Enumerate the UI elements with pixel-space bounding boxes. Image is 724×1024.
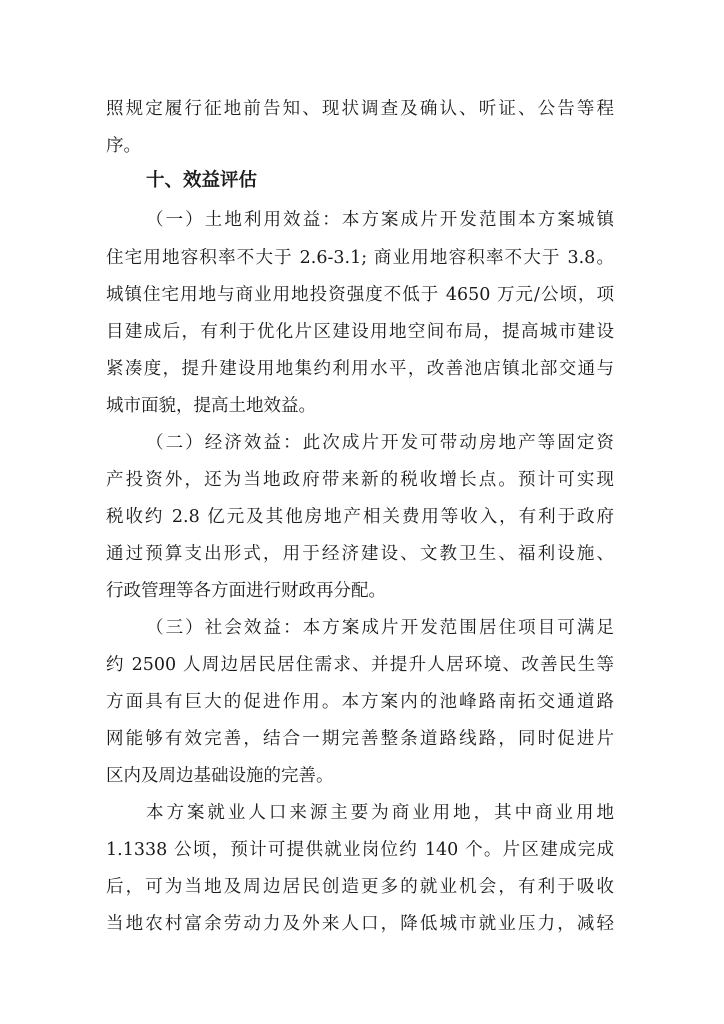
paragraph-employment-line: 本方案就业人口来源主要为商业用地，其中商业用地 bbox=[146, 803, 614, 823]
paragraph-economic-line: 税收约 2.8 亿元及其他房地产相关费用等收入，有利于政府 bbox=[106, 507, 614, 527]
paragraph-social-line: 网能够有效完善，结合一期完善整条道路线路，同时促进片 bbox=[106, 729, 614, 749]
intro-line-2: 序。 bbox=[106, 136, 141, 156]
paragraph-economic-line: （二）经济效益：此次成片开发可带动房地产等固定资 bbox=[146, 433, 614, 453]
paragraph-social-line: 区内及周边基础设施的完善。 bbox=[106, 766, 334, 786]
paragraph-employment-line: 后，可为当地及周边居民创造更多的就业机会，有利于吸收 bbox=[106, 877, 614, 897]
paragraph-land-use-line: 目建成后，有利于优化片区建设用地空间布局，提高城市建设 bbox=[106, 322, 614, 342]
paragraph-economic-line: 通过预算支出形式，用于经济建设、文教卫生、福利设施、 bbox=[106, 544, 614, 564]
paragraph-land-use-line: （一）土地利用效益：本方案成片开发范围本方案城镇 bbox=[146, 210, 614, 230]
paragraph-social-line: 约 2500 人周边居民居住需求、并提升人居环境、改善民生等 bbox=[106, 655, 614, 675]
paragraph-social-line: 方面具有巨大的促进作用。本方案内的池峰路南拓交通道路 bbox=[106, 692, 614, 712]
paragraph-economic-line: 产投资外，还为当地政府带来新的税收增长点。预计可实现 bbox=[106, 470, 614, 490]
paragraph-land-use-line: 紧凑度，提升建设用地集约利用水平，改善池店镇北部交通与 bbox=[106, 359, 614, 379]
section-heading: 十、效益评估 bbox=[146, 170, 258, 191]
intro-line-1: 照规定履行征地前告知、现状调查及确认、听证、公告等程 bbox=[106, 99, 614, 119]
paragraph-social-line: （三）社会效益：本方案成片开发范围居住项目可满足 bbox=[146, 618, 614, 638]
paragraph-land-use-line: 城镇住宅用地与商业用地投资强度不低于 4650 万元/公顷，项 bbox=[106, 285, 614, 305]
paragraph-employment-line: 1.1338 公顷，预计可提供就业岗位约 140 个。片区建成完成 bbox=[106, 840, 614, 860]
paragraph-employment-line: 当地农村富余劳动力及外来人口，降低城市就业压力，减轻 bbox=[106, 914, 614, 934]
paragraph-land-use-line: 住宅用地容积率不大于 2.6-3.1; 商业用地容积率不大于 3.8。 bbox=[106, 248, 614, 268]
paragraph-land-use-line: 城市面貌，提高土地效益。 bbox=[106, 396, 316, 416]
paragraph-economic-line: 行政管理等各方面进行财政再分配。 bbox=[106, 581, 386, 601]
